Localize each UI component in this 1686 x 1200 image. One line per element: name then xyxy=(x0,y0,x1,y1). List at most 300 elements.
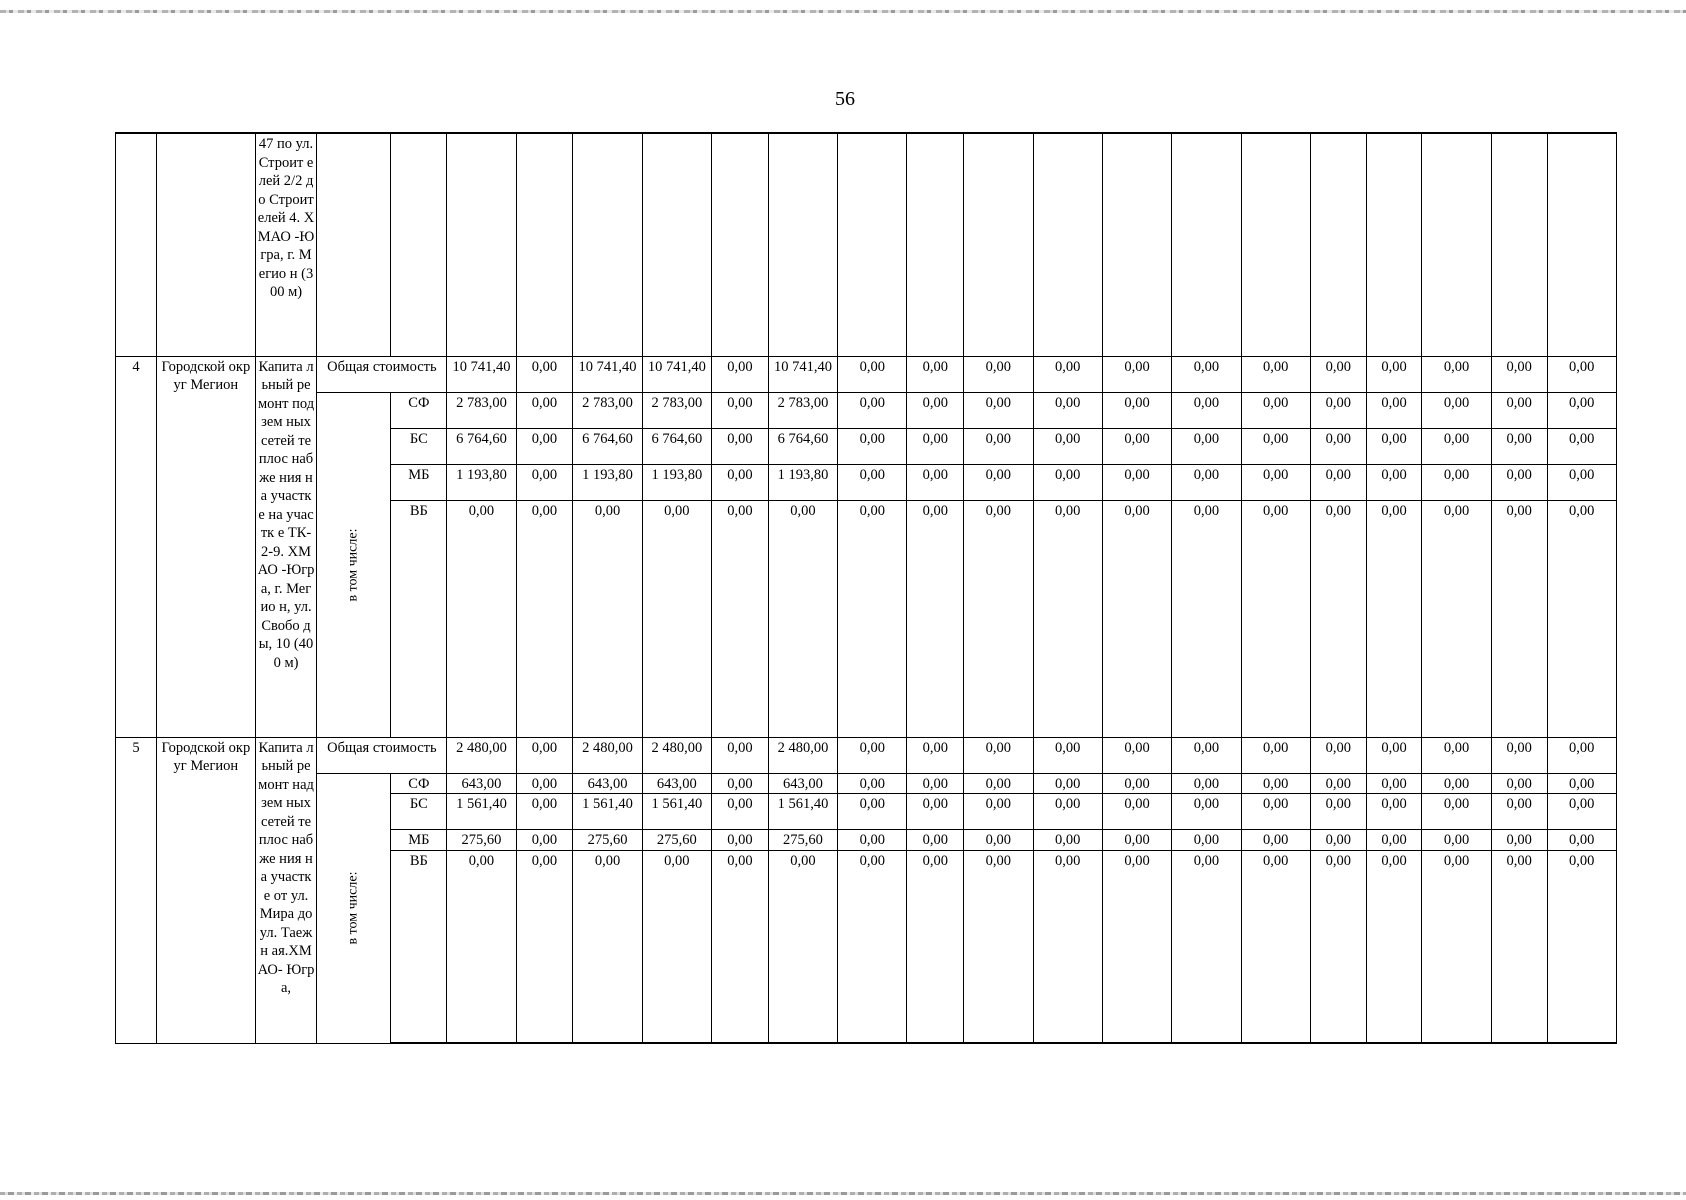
source-value-col-9 xyxy=(964,500,1033,737)
source-value-col-3-text: 2 783,00 xyxy=(582,394,633,411)
source-value-col-15-text: 0,00 xyxy=(1381,394,1407,411)
source-value-col-4 xyxy=(642,464,711,500)
source-value-col-6-text: 2 783,00 xyxy=(777,394,829,411)
source-value-col-5 xyxy=(712,392,769,428)
source-value-col-15-text: 0,00 xyxy=(1381,466,1407,483)
source-value-col-7 xyxy=(838,500,907,737)
source-value-col-12 xyxy=(1172,773,1241,794)
source-value-col-8-text: 0,00 xyxy=(922,796,948,812)
source-value-col-5-text: 0,00 xyxy=(727,775,753,792)
total-value-col-15-text: 0,00 xyxy=(1381,358,1407,375)
source-value-col-4 xyxy=(642,830,711,851)
source-value-col-3-text: 6 764,60 xyxy=(582,430,633,447)
source-value-col-11 xyxy=(1102,500,1171,737)
source-value-col-6-text: 6 764,60 xyxy=(777,430,829,447)
total-value-col-8-text: 0,00 xyxy=(922,358,948,375)
source-value-col-16-text: 0,00 xyxy=(1443,466,1470,483)
source-value-col-6-text: 275,60 xyxy=(783,832,823,848)
source-value-col-16 xyxy=(1422,773,1491,794)
source-value-col-14 xyxy=(1310,794,1366,830)
total-value-col-2-text: 0,00 xyxy=(531,739,558,756)
source-value-col-15 xyxy=(1366,500,1422,737)
source-value-col-4-text: 2 783,00 xyxy=(651,394,703,411)
source-value-col-14 xyxy=(1310,500,1366,737)
source-value-col-7 xyxy=(838,392,907,428)
source-value-col-18 xyxy=(1547,850,1616,1043)
source-value-col-17-text: 0,00 xyxy=(1506,394,1532,411)
source-value-col-18 xyxy=(1547,830,1616,851)
source-value-col-11 xyxy=(1102,850,1171,1043)
source-value-col-18 xyxy=(1547,392,1616,428)
row-number xyxy=(116,356,157,737)
source-value-col-11-text: 0,00 xyxy=(1124,832,1150,848)
value-cell xyxy=(1547,133,1616,356)
source-value-col-10 xyxy=(1033,830,1102,851)
source-value-col-5-text: 0,00 xyxy=(727,502,753,519)
code-cell xyxy=(391,133,447,356)
source-value-col-18-text: 0,00 xyxy=(1569,430,1595,447)
source-value-col-17-text: 0,00 xyxy=(1506,832,1532,848)
total-value-col-4 xyxy=(642,356,711,392)
source-value-col-15-text: 0,00 xyxy=(1381,852,1407,869)
source-value-col-1-text: 2 783,00 xyxy=(456,394,507,411)
source-value-col-16-text: 0,00 xyxy=(1443,775,1470,792)
source-value-col-1-text: 6 764,60 xyxy=(456,430,507,447)
source-value-col-14-text: 0,00 xyxy=(1325,832,1351,848)
funding-code-text: СФ xyxy=(408,775,430,792)
total-value-col-10 xyxy=(1033,737,1102,773)
including-label: в том числе: xyxy=(345,528,361,601)
source-value-col-1 xyxy=(447,428,516,464)
source-value-col-12-text: 0,00 xyxy=(1193,832,1220,848)
source-value-col-7 xyxy=(838,794,907,830)
total-value-col-6 xyxy=(768,737,837,773)
total-value-col-15-text: 0,00 xyxy=(1381,739,1407,756)
total-value-col-3 xyxy=(573,737,642,773)
source-value-col-3-text: 1 561,40 xyxy=(582,796,633,812)
source-value-col-16 xyxy=(1422,392,1491,428)
funding-code-text: МБ xyxy=(408,832,430,848)
source-value-col-18 xyxy=(1547,794,1616,830)
total-value-col-11-text: 0,00 xyxy=(1124,739,1150,756)
source-value-col-5-text: 0,00 xyxy=(727,832,753,848)
source-value-col-1 xyxy=(447,794,516,830)
source-value-col-17-text: 0,00 xyxy=(1506,852,1532,869)
total-value-col-13 xyxy=(1241,356,1310,392)
source-value-col-13-text: 0,00 xyxy=(1263,796,1289,812)
source-value-col-6 xyxy=(768,830,837,851)
total-value-col-3 xyxy=(573,356,642,392)
source-value-col-18-text: 0,00 xyxy=(1569,775,1595,792)
total-value-col-5 xyxy=(712,737,769,773)
source-value-col-6-text: 0,00 xyxy=(790,502,816,519)
value-cell xyxy=(712,133,769,356)
total-value-col-10-text: 0,00 xyxy=(1055,739,1081,756)
source-value-col-10-text: 0,00 xyxy=(1055,832,1081,848)
source-value-col-1 xyxy=(447,500,516,737)
source-value-col-4 xyxy=(642,794,711,830)
total-value-col-1 xyxy=(447,737,516,773)
source-value-col-1 xyxy=(447,773,516,794)
source-value-col-10 xyxy=(1033,464,1102,500)
funding-code xyxy=(391,794,447,830)
source-value-col-2-text: 0,00 xyxy=(531,466,558,483)
source-value-col-6 xyxy=(768,392,837,428)
source-value-col-9-text: 0,00 xyxy=(985,852,1012,869)
source-value-col-3 xyxy=(573,500,642,737)
source-value-col-10-text: 0,00 xyxy=(1055,394,1081,411)
funding-code-text: БС xyxy=(409,430,428,447)
source-value-col-5-text: 0,00 xyxy=(727,466,753,483)
table-row-source xyxy=(116,392,1686,428)
total-value-col-18 xyxy=(1547,356,1616,392)
funding-code-text: ВБ xyxy=(409,502,428,519)
funding-code-text: БС xyxy=(409,796,428,812)
source-value-col-13 xyxy=(1241,830,1310,851)
source-value-col-3 xyxy=(573,794,642,830)
total-value-col-2-text: 0,00 xyxy=(531,358,558,375)
source-value-col-9 xyxy=(964,464,1033,500)
source-value-col-2 xyxy=(516,428,573,464)
source-value-col-2-text: 0,00 xyxy=(531,775,558,792)
value-cell xyxy=(1033,133,1102,356)
row-number xyxy=(116,737,157,1043)
source-value-col-2 xyxy=(516,773,573,794)
source-value-col-13-text: 0,00 xyxy=(1263,502,1289,519)
source-value-col-11-text: 0,00 xyxy=(1124,466,1150,483)
total-value-col-13 xyxy=(1241,737,1310,773)
source-value-col-17 xyxy=(1491,500,1547,737)
source-value-col-2-text: 0,00 xyxy=(531,502,558,519)
source-value-col-1 xyxy=(447,830,516,851)
source-value-col-15 xyxy=(1366,794,1422,830)
total-value-col-8 xyxy=(907,356,964,392)
source-value-col-10 xyxy=(1033,850,1102,1043)
funding-code xyxy=(391,392,447,428)
source-value-col-7-text: 0,00 xyxy=(859,502,885,519)
source-value-col-10-text: 0,00 xyxy=(1055,430,1081,447)
value-cell xyxy=(964,133,1033,356)
total-value-col-15 xyxy=(1366,737,1422,773)
source-value-col-14-text: 0,00 xyxy=(1325,466,1351,483)
source-value-col-4-text: 0,00 xyxy=(664,852,690,869)
source-value-col-9 xyxy=(964,773,1033,794)
source-value-col-18-text: 0,00 xyxy=(1569,796,1595,812)
source-value-col-15-text: 0,00 xyxy=(1381,502,1407,519)
total-label-text: Общая стоимость xyxy=(327,358,437,375)
source-value-col-4 xyxy=(642,392,711,428)
source-value-col-9 xyxy=(964,830,1033,851)
scan-edge-top xyxy=(0,10,1686,13)
source-value-col-13-text: 0,00 xyxy=(1263,852,1289,869)
total-value-col-7-text: 0,00 xyxy=(859,358,885,375)
source-value-col-14-text: 0,00 xyxy=(1325,796,1351,812)
source-value-col-4-text: 0,00 xyxy=(664,502,690,519)
total-value-col-6-text: 2 480,00 xyxy=(777,739,829,756)
source-value-col-1 xyxy=(447,464,516,500)
total-value-col-5-text: 0,00 xyxy=(727,739,753,756)
source-value-col-18 xyxy=(1547,428,1616,464)
source-value-col-2 xyxy=(516,850,573,1043)
source-value-col-17 xyxy=(1491,830,1547,851)
total-value-col-17-text: 0,00 xyxy=(1506,739,1532,756)
total-label-text: Общая стоимость xyxy=(327,739,437,756)
source-value-col-12-text: 0,00 xyxy=(1193,852,1220,869)
total-value-col-13-text: 0,00 xyxy=(1263,739,1289,756)
source-value-col-1-text: 0,00 xyxy=(468,852,495,869)
total-value-col-11 xyxy=(1102,356,1171,392)
source-value-col-12 xyxy=(1172,392,1241,428)
source-value-col-8 xyxy=(907,500,964,737)
total-value-col-10 xyxy=(1033,356,1102,392)
value-cell xyxy=(516,133,573,356)
source-value-col-11 xyxy=(1102,830,1171,851)
object-cell-text: Капита льный ремонт подзем ных сетей теплос набже ния на участк е на участк е ТК- 2-9. ХМАО -Югра, г. Мегио н, ул. Свобо ды, 10 (400 м) xyxy=(257,358,315,671)
source-value-col-2-text: 0,00 xyxy=(531,796,558,812)
source-value-col-7-text: 0,00 xyxy=(859,394,885,411)
source-value-col-7-text: 0,00 xyxy=(859,832,885,848)
total-value-col-5 xyxy=(712,356,769,392)
source-value-col-11 xyxy=(1102,428,1171,464)
total-value-col-4-text: 2 480,00 xyxy=(651,739,703,756)
source-value-col-16-text: 0,00 xyxy=(1443,394,1470,411)
source-value-col-10-text: 0,00 xyxy=(1055,796,1081,812)
source-value-col-14 xyxy=(1310,850,1366,1043)
value-cell xyxy=(1310,133,1366,356)
source-value-col-2-text: 0,00 xyxy=(531,430,558,447)
source-value-col-2 xyxy=(516,830,573,851)
total-value-col-4-text: 10 741,40 xyxy=(647,358,706,375)
source-value-col-12-text: 0,00 xyxy=(1193,502,1220,519)
source-value-col-15-text: 0,00 xyxy=(1381,832,1407,848)
value-cell xyxy=(1366,133,1422,356)
source-value-col-2 xyxy=(516,794,573,830)
value-cell xyxy=(1422,133,1491,356)
total-value-col-1 xyxy=(447,356,516,392)
source-value-col-4-text: 6 764,60 xyxy=(651,430,703,447)
source-value-col-12-text: 0,00 xyxy=(1193,430,1220,447)
object-cell xyxy=(255,356,317,737)
total-value-col-11 xyxy=(1102,737,1171,773)
source-value-col-12 xyxy=(1172,850,1241,1043)
source-value-col-11-text: 0,00 xyxy=(1124,430,1150,447)
source-value-col-16 xyxy=(1422,464,1491,500)
source-value-col-12 xyxy=(1172,500,1241,737)
total-value-col-7 xyxy=(838,737,907,773)
source-value-col-15-text: 0,00 xyxy=(1381,775,1407,792)
source-value-col-16 xyxy=(1422,428,1491,464)
total-value-col-8 xyxy=(907,737,964,773)
source-value-col-9-text: 0,00 xyxy=(985,394,1012,411)
source-value-col-14-text: 0,00 xyxy=(1325,502,1351,519)
source-value-col-8-text: 0,00 xyxy=(922,394,948,411)
value-cell xyxy=(447,133,516,356)
source-value-col-12 xyxy=(1172,428,1241,464)
source-value-col-5 xyxy=(712,773,769,794)
source-value-col-13 xyxy=(1241,773,1310,794)
value-cell xyxy=(1491,133,1547,356)
total-value-col-2 xyxy=(516,737,573,773)
source-value-col-3 xyxy=(573,830,642,851)
source-value-col-16 xyxy=(1422,850,1491,1043)
source-value-col-4 xyxy=(642,500,711,737)
source-value-col-14 xyxy=(1310,773,1366,794)
source-value-col-4-text: 1 193,80 xyxy=(651,466,703,483)
source-value-col-16-text: 0,00 xyxy=(1443,852,1470,869)
source-value-col-17 xyxy=(1491,794,1547,830)
source-value-col-10-text: 0,00 xyxy=(1055,852,1081,869)
row-number-text: 5 xyxy=(132,739,140,756)
source-value-col-10-text: 0,00 xyxy=(1055,775,1081,792)
source-value-col-1-text: 275,60 xyxy=(461,832,502,848)
source-value-col-13 xyxy=(1241,428,1310,464)
source-value-col-3-text: 0,00 xyxy=(594,852,621,869)
source-value-col-15-text: 0,00 xyxy=(1381,430,1407,447)
source-value-col-16 xyxy=(1422,794,1491,830)
value-cell xyxy=(642,133,711,356)
source-value-col-16 xyxy=(1422,500,1491,737)
source-value-col-12 xyxy=(1172,464,1241,500)
including-label: в том числе: xyxy=(345,871,361,945)
total-value-col-15 xyxy=(1366,356,1422,392)
source-value-col-8-text: 0,00 xyxy=(922,775,948,792)
source-value-col-9 xyxy=(964,850,1033,1043)
source-value-col-17-text: 0,00 xyxy=(1506,430,1532,447)
source-value-col-11-text: 0,00 xyxy=(1124,796,1150,812)
source-value-col-11 xyxy=(1102,392,1171,428)
total-value-col-9-text: 0,00 xyxy=(985,358,1012,375)
source-value-col-13 xyxy=(1241,500,1310,737)
source-value-col-2 xyxy=(516,500,573,737)
source-value-col-11 xyxy=(1102,773,1171,794)
total-value-col-2 xyxy=(516,356,573,392)
source-value-col-8 xyxy=(907,464,964,500)
source-value-col-7 xyxy=(838,773,907,794)
source-value-col-2-text: 0,00 xyxy=(531,852,558,869)
source-value-col-7-text: 0,00 xyxy=(859,775,885,792)
total-value-col-16-text: 0,00 xyxy=(1443,739,1470,756)
source-value-col-15 xyxy=(1366,428,1422,464)
source-value-col-2-text: 0,00 xyxy=(531,832,558,848)
source-value-col-9-text: 0,00 xyxy=(985,430,1012,447)
source-value-col-18 xyxy=(1547,773,1616,794)
source-value-col-11-text: 0,00 xyxy=(1124,502,1150,519)
total-value-col-7-text: 0,00 xyxy=(859,739,885,756)
source-value-col-2 xyxy=(516,464,573,500)
total-value-col-16 xyxy=(1422,356,1491,392)
source-value-col-6-text: 1 193,80 xyxy=(777,466,829,483)
source-value-col-7-text: 0,00 xyxy=(859,852,885,869)
source-value-col-8 xyxy=(907,428,964,464)
source-value-col-6-text: 1 561,40 xyxy=(777,796,829,812)
source-value-col-8-text: 0,00 xyxy=(922,466,948,483)
page-number: 56 xyxy=(835,88,855,110)
total-value-col-18-text: 0,00 xyxy=(1569,358,1595,375)
source-value-col-8 xyxy=(907,850,964,1043)
source-value-col-9 xyxy=(964,794,1033,830)
source-value-col-10 xyxy=(1033,428,1102,464)
total-value-col-6-text: 10 741,40 xyxy=(773,358,832,375)
source-value-col-14 xyxy=(1310,392,1366,428)
source-value-col-14-text: 0,00 xyxy=(1325,394,1351,411)
value-cell xyxy=(838,133,907,356)
source-value-col-8 xyxy=(907,794,964,830)
source-value-col-17 xyxy=(1491,850,1547,1043)
source-value-col-5-text: 0,00 xyxy=(727,394,753,411)
label-cell xyxy=(317,133,391,356)
total-value-col-10-text: 0,00 xyxy=(1055,358,1081,375)
funding-code-text: МБ xyxy=(408,466,430,483)
source-value-col-3-text: 0,00 xyxy=(594,502,621,519)
source-value-col-7 xyxy=(838,464,907,500)
source-value-col-10-text: 0,00 xyxy=(1055,502,1081,519)
funding-code-text: СФ xyxy=(408,394,430,411)
source-value-col-5 xyxy=(712,794,769,830)
total-value-col-16 xyxy=(1422,737,1491,773)
source-value-col-13-text: 0,00 xyxy=(1263,430,1289,447)
total-value-col-12 xyxy=(1172,737,1241,773)
source-value-col-8-text: 0,00 xyxy=(922,832,948,848)
total-value-col-6 xyxy=(768,356,837,392)
municipality-cell xyxy=(157,356,256,737)
source-value-col-17-text: 0,00 xyxy=(1506,775,1532,792)
source-value-col-14 xyxy=(1310,830,1366,851)
source-value-col-11-text: 0,00 xyxy=(1124,394,1150,411)
source-value-col-4-text: 1 561,40 xyxy=(651,796,703,812)
total-value-col-9-text: 0,00 xyxy=(985,739,1012,756)
source-value-col-16-text: 0,00 xyxy=(1443,502,1470,519)
source-value-col-3 xyxy=(573,773,642,794)
source-value-col-6 xyxy=(768,773,837,794)
source-value-col-10 xyxy=(1033,794,1102,830)
source-value-col-12-text: 0,00 xyxy=(1193,394,1220,411)
source-value-col-4 xyxy=(642,850,711,1043)
table-row-source xyxy=(116,773,1686,794)
source-value-col-17 xyxy=(1491,428,1547,464)
total-value-col-14 xyxy=(1310,356,1366,392)
source-value-col-12-text: 0,00 xyxy=(1193,796,1220,812)
municipality-cell xyxy=(157,133,256,356)
total-value-col-3-text: 10 741,40 xyxy=(578,358,637,375)
total-value-col-13-text: 0,00 xyxy=(1263,358,1289,375)
source-value-col-9 xyxy=(964,392,1033,428)
total-value-col-17 xyxy=(1491,737,1547,773)
source-value-col-15 xyxy=(1366,464,1422,500)
source-value-col-12-text: 0,00 xyxy=(1193,775,1220,792)
source-value-col-1-text: 1 561,40 xyxy=(456,796,507,812)
source-value-col-14-text: 0,00 xyxy=(1325,430,1351,447)
total-value-col-1-text: 10 741,40 xyxy=(452,358,511,375)
source-value-col-2 xyxy=(516,392,573,428)
source-value-col-10 xyxy=(1033,773,1102,794)
source-value-col-9-text: 0,00 xyxy=(985,832,1012,848)
value-cell xyxy=(1172,133,1241,356)
object-cell-text: Капита льный ремонт надзем ных сетей теплос набже ния на участк е от ул. Мира до ул. Таежн ая.ХМ АО- Югра, xyxy=(257,739,315,996)
source-value-col-12 xyxy=(1172,794,1241,830)
source-value-col-13-text: 0,00 xyxy=(1263,394,1289,411)
municipality-cell xyxy=(157,737,256,1043)
source-value-col-4 xyxy=(642,428,711,464)
total-value-col-18-text: 0,00 xyxy=(1569,739,1595,756)
source-value-col-11 xyxy=(1102,794,1171,830)
value-cell xyxy=(907,133,964,356)
row-number-text: 4 xyxy=(132,358,140,375)
source-value-col-18 xyxy=(1547,464,1616,500)
source-value-col-8 xyxy=(907,392,964,428)
source-value-col-9 xyxy=(964,428,1033,464)
source-value-col-13 xyxy=(1241,850,1310,1043)
total-value-col-4 xyxy=(642,737,711,773)
